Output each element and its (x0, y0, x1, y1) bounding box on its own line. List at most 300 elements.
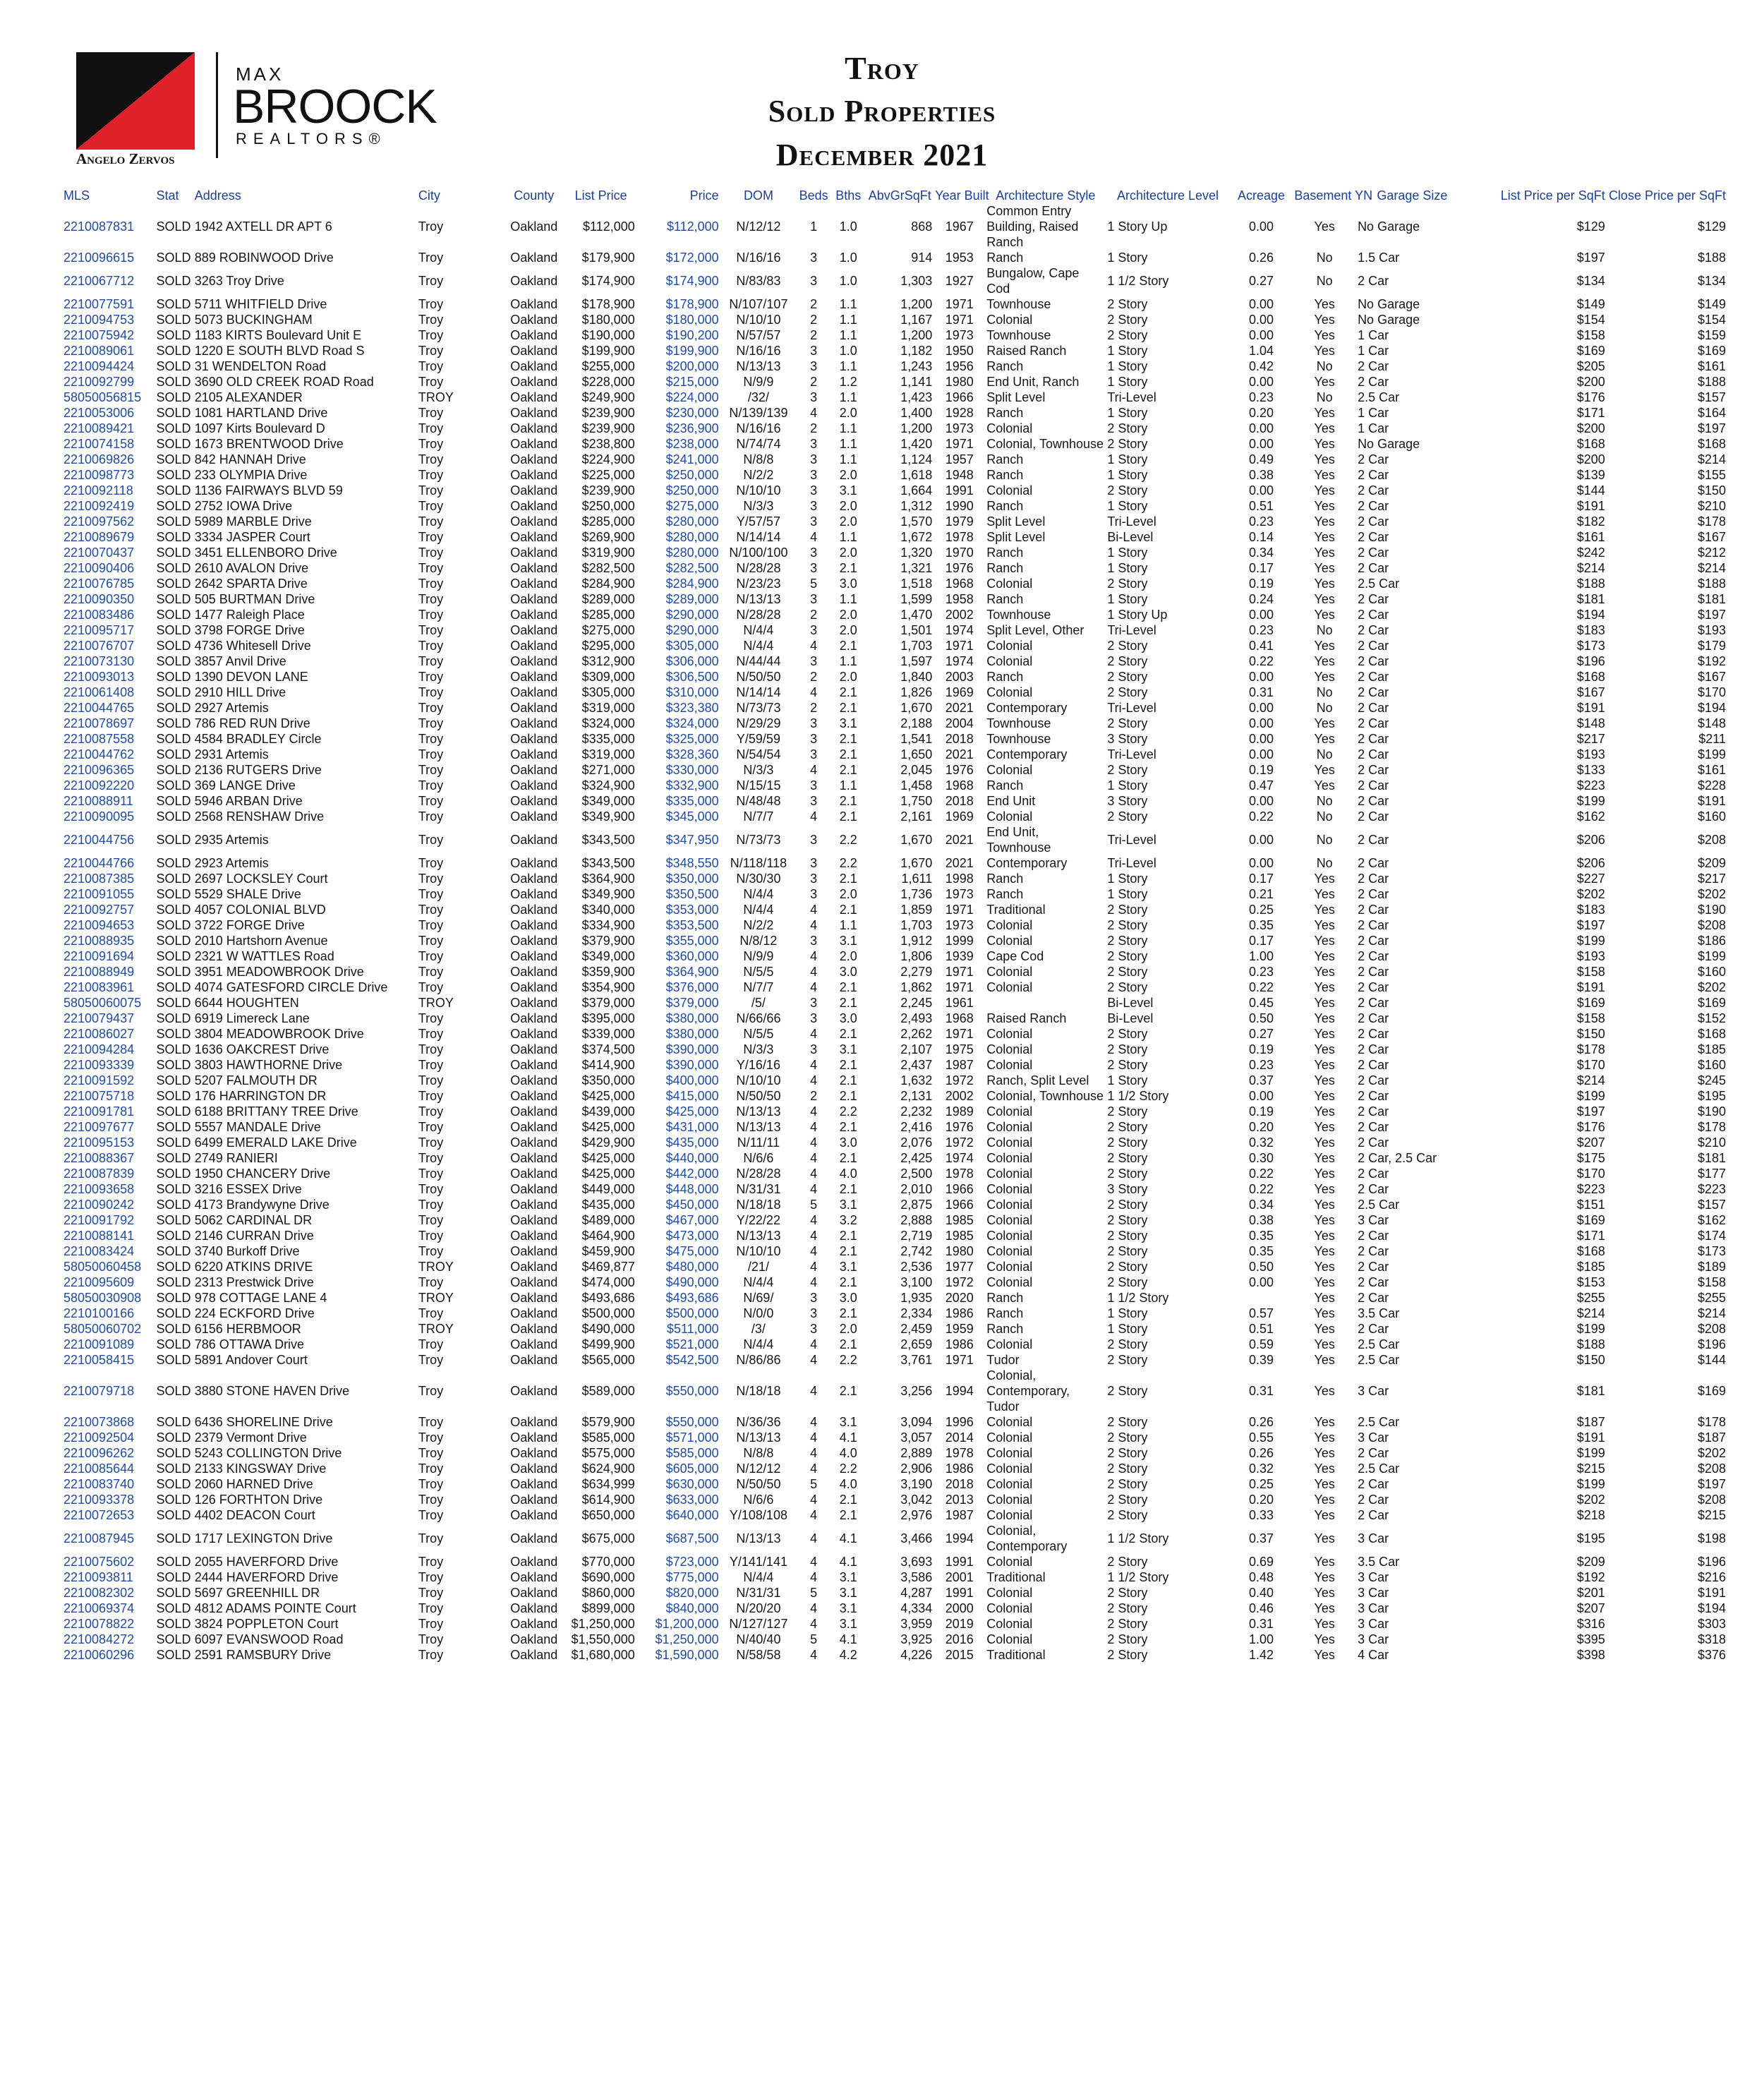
cell-architecture-level: 1 Story (1107, 499, 1148, 513)
cell-close-price-per-sqft: $169 (1697, 996, 1726, 1010)
cell-county: Oakland (510, 1337, 558, 1351)
cell-stat: SOLD (156, 965, 191, 979)
cell-close-price-per-sqft: $188 (1697, 577, 1726, 591)
cell-close-price-per-sqft: $197 (1697, 1477, 1726, 1491)
cell-city: Troy (418, 872, 444, 886)
cell-garage-size: 2 Car (1358, 1322, 1389, 1336)
cell-acreage: 0.35 (1248, 918, 1274, 932)
cell-sqft: 1,806 (900, 949, 933, 963)
cell-close-price-per-sqft: $202 (1697, 1446, 1726, 1460)
cell-year-built: 1973 (945, 328, 974, 342)
cell-baths: 1.1 (839, 918, 857, 932)
cell-mls: 2210044756 (64, 833, 135, 847)
cell-baths: 2.1 (839, 1508, 857, 1522)
cell-stat: SOLD (156, 1306, 191, 1320)
cell-sqft: 1,670 (900, 833, 933, 847)
cell-year-built: 1972 (945, 1275, 974, 1289)
cell-list-price-per-sqft: $144 (1576, 483, 1605, 498)
table-row (62, 1585, 1727, 1601)
cell-address: 2910 HILL Drive (194, 685, 286, 699)
cell-list-price: $271,000 (581, 763, 635, 777)
cell-architecture-level: 2 Story (1107, 809, 1148, 824)
cell-basement: Yes (1314, 1446, 1335, 1460)
cell-acreage: 0.34 (1248, 546, 1274, 560)
table-row (62, 995, 1727, 1011)
cell-architecture-style: End Unit (986, 794, 1036, 808)
cell-basement: Yes (1314, 375, 1335, 389)
cell-architecture-style: Colonial (986, 685, 1033, 699)
cell-year-built: 1957 (945, 452, 974, 466)
cell-acreage: 0.23 (1248, 514, 1274, 529)
cell-beds: 3 (810, 778, 818, 793)
cell-acreage: 0.22 (1248, 654, 1274, 668)
cell-garage-size: 2 Car (1358, 1104, 1389, 1119)
cell-acreage: 0.00 (1248, 219, 1274, 234)
cell-dom: N/4/4 (743, 623, 774, 637)
cell-city: Troy (418, 1167, 444, 1181)
cell-architecture-level: 2 Story (1107, 437, 1148, 451)
cell-baths: 2.1 (839, 1151, 857, 1165)
cell-year-built: 1991 (945, 483, 974, 498)
table-row (62, 1181, 1727, 1197)
table-row (62, 871, 1727, 886)
cell-city: Troy (418, 934, 444, 948)
cell-stat: SOLD (156, 468, 191, 482)
cell-architecture-style: Ranch (986, 778, 1024, 793)
cell-city: Troy (418, 1275, 444, 1289)
cell-architecture-level: 1 Story (1107, 468, 1148, 482)
cell-list-price-per-sqft: $191 (1576, 980, 1605, 994)
table-row (62, 638, 1727, 653)
cell-list-price-per-sqft: $182 (1576, 514, 1605, 529)
cell-garage-size: 2 Car (1358, 483, 1389, 498)
cell-basement: Yes (1314, 421, 1335, 435)
cell-address: 2752 IOWA Drive (194, 499, 293, 513)
cell-county: Oakland (510, 918, 558, 932)
cell-baths: 1.1 (839, 452, 857, 466)
cell-garage-size: 2.5 Car (1358, 1353, 1400, 1367)
cell-list-price: $309,000 (581, 670, 635, 684)
cell-mls: 2210091781 (64, 1104, 135, 1119)
cell-basement: No (1316, 390, 1333, 404)
cell-sqft: 2,416 (900, 1120, 933, 1134)
cell-architecture-style: Colonial (986, 1135, 1033, 1150)
cell-sqft: 1,570 (900, 514, 933, 529)
cell-beds: 3 (810, 546, 818, 560)
cell-basement: Yes (1314, 1104, 1335, 1119)
cell-architecture-style: Colonial (986, 577, 1033, 591)
cell-list-price: $690,000 (581, 1570, 635, 1584)
cell-architecture-style: Colonial (986, 1027, 1033, 1041)
cell-price: $348,550 (665, 856, 719, 870)
cell-list-price-per-sqft: $158 (1576, 1011, 1605, 1025)
cell-city: Troy (418, 903, 444, 917)
table-row (62, 1601, 1727, 1616)
cell-price: $840,000 (665, 1601, 719, 1615)
table-row (62, 1445, 1727, 1461)
cell-basement: Yes (1314, 1291, 1335, 1305)
cell-architecture-style: Colonial (986, 1275, 1033, 1289)
cell-city: Troy (418, 1415, 444, 1429)
cell-acreage: 0.31 (1248, 1384, 1274, 1398)
cell-address: 2697 LOCKSLEY Court (194, 872, 328, 886)
cell-list-price: $1,550,000 (571, 1632, 635, 1646)
cell-architecture-style: Colonial (986, 1260, 1033, 1274)
cell-mls: 2210092757 (64, 903, 135, 917)
cell-acreage: 0.19 (1248, 1042, 1274, 1056)
cell-garage-size: 2 Car (1358, 468, 1389, 482)
table-row (62, 685, 1727, 700)
cell-garage-size: 2 Car (1358, 1229, 1389, 1243)
cell-architecture-level: 1 Story (1107, 1322, 1148, 1336)
cell-county: Oakland (510, 1073, 558, 1087)
cell-dom: N/28/28 (736, 561, 781, 575)
cell-mls: 2210100166 (64, 1306, 135, 1320)
cell-dom: N/118/118 (730, 856, 787, 870)
cell-list-price: $449,000 (581, 1182, 635, 1196)
cell-baths: 2.2 (839, 1104, 857, 1119)
cell-price: $475,000 (665, 1244, 719, 1258)
cell-beds: 4 (810, 1244, 818, 1258)
cell-garage-size: 2 Car (1358, 1275, 1389, 1289)
column-header-county: County (514, 188, 555, 203)
cell-county: Oakland (510, 1058, 558, 1072)
column-header-basement: Basement YN (1294, 188, 1373, 203)
cell-basement: Yes (1314, 1493, 1335, 1507)
cell-mls: 2210088367 (64, 1151, 135, 1165)
cell-list-price: $675,000 (581, 1531, 635, 1545)
cell-close-price-per-sqft: $228 (1697, 778, 1726, 793)
cell-mls: 2210083424 (64, 1244, 135, 1258)
cell-close-price-per-sqft: $144 (1697, 1353, 1726, 1367)
cell-list-price: $324,900 (581, 778, 635, 793)
cell-acreage: 0.45 (1248, 996, 1274, 1010)
cell-list-price-per-sqft: $197 (1576, 1104, 1605, 1119)
cell-acreage: 0.40 (1248, 1586, 1274, 1600)
cell-close-price-per-sqft: $178 (1697, 514, 1726, 529)
cell-mls: 2210073868 (64, 1415, 135, 1429)
cell-basement: Yes (1314, 1073, 1335, 1087)
cell-garage-size: 2 Car (1358, 794, 1389, 808)
cell-close-price-per-sqft: $209 (1697, 856, 1726, 870)
cell-stat: SOLD (156, 1104, 191, 1119)
cell-sqft: 2,188 (900, 716, 933, 730)
cell-sqft: 2,500 (900, 1167, 933, 1181)
cell-architecture-level: 2 Story (1107, 1027, 1148, 1041)
cell-list-price-per-sqft: $214 (1576, 1306, 1605, 1320)
cell-mls: 2210082302 (64, 1586, 135, 1600)
cell-beds: 3 (810, 592, 818, 606)
cell-list-price: $282,500 (581, 561, 635, 575)
cell-list-price-per-sqft: $199 (1576, 794, 1605, 808)
cell-close-price-per-sqft: $161 (1697, 763, 1726, 777)
cell-baths: 2.1 (839, 1058, 857, 1072)
cell-price: $355,000 (665, 934, 719, 948)
cell-architecture-level: 2 Story (1107, 654, 1148, 668)
cell-beds: 3 (810, 344, 818, 358)
cell-architecture-style: Traditional (986, 903, 1046, 917)
cell-county: Oakland (510, 1477, 558, 1491)
cell-close-price-per-sqft: $197 (1697, 421, 1726, 435)
cell-list-price-per-sqft: $133 (1576, 763, 1605, 777)
cell-architecture-style: Contemporary (986, 701, 1068, 715)
cell-city: Troy (418, 313, 444, 327)
cell-year-built: 2021 (945, 833, 974, 847)
cell-price: $335,000 (665, 794, 719, 808)
cell-architecture-style: Colonial (986, 1213, 1033, 1227)
cell-price: $230,000 (665, 406, 719, 420)
cell-close-price-per-sqft: $157 (1697, 1198, 1726, 1212)
cell-close-price-per-sqft: $167 (1697, 530, 1726, 544)
cell-baths: 4.2 (839, 1648, 857, 1662)
cell-baths: 2.1 (839, 1229, 857, 1243)
cell-close-price-per-sqft: $157 (1697, 390, 1726, 404)
cell-beds: 3 (810, 359, 818, 373)
cell-basement: No (1316, 623, 1333, 637)
cell-architecture-style: Colonial (986, 1415, 1033, 1429)
cell-architecture-style: Colonial (986, 1462, 1033, 1476)
cell-acreage: 0.35 (1248, 1229, 1274, 1243)
table-row (62, 1647, 1727, 1663)
cell-basement: Yes (1314, 1151, 1335, 1165)
table-row (62, 421, 1727, 436)
cell-price: $493,686 (665, 1291, 719, 1305)
cell-year-built: 1994 (945, 1384, 974, 1398)
cell-basement: No (1316, 251, 1333, 265)
column-header-stat: Stat (156, 188, 179, 203)
cell-beds: 4 (810, 1058, 818, 1072)
cell-basement: Yes (1314, 1198, 1335, 1212)
cell-list-price-per-sqft: $395 (1576, 1632, 1605, 1646)
cell-architecture-level: 2 Story (1107, 949, 1148, 963)
cell-list-price: $374,500 (581, 1042, 635, 1056)
cell-city: Troy (418, 1508, 444, 1522)
cell-architecture-level: 1 Story (1107, 561, 1148, 575)
cell-price: $178,900 (665, 297, 719, 311)
cell-county: Oakland (510, 833, 558, 847)
cell-architecture-style: Colonial (986, 1337, 1033, 1351)
cell-list-price-per-sqft: $398 (1576, 1648, 1605, 1662)
cell-city: Troy (418, 949, 444, 963)
cell-beds: 4 (810, 1601, 818, 1615)
cell-list-price-per-sqft: $161 (1576, 530, 1605, 544)
cell-city: Troy (418, 965, 444, 979)
cell-price: $289,000 (665, 592, 719, 606)
cell-city: Troy (418, 623, 444, 637)
cell-beds: 3 (810, 1011, 818, 1025)
cell-garage-size: 2 Car (1358, 1493, 1389, 1507)
cell-county: Oakland (510, 747, 558, 761)
cell-address: 31 WENDELTON Road (194, 359, 327, 373)
cell-list-price-per-sqft: $205 (1576, 359, 1605, 373)
cell-architecture-style: Ranch (986, 359, 1024, 373)
cell-garage-size: 2 Car (1358, 763, 1389, 777)
cell-basement: Yes (1314, 1648, 1335, 1662)
cell-basement: Yes (1314, 716, 1335, 730)
cell-sqft: 3,586 (900, 1570, 933, 1584)
cell-address: 3690 OLD CREEK ROAD Road (194, 375, 374, 389)
cell-garage-size: 2 Car (1358, 872, 1389, 886)
cell-list-price-per-sqft: $154 (1576, 313, 1605, 327)
cell-mls: 2210078822 (64, 1617, 135, 1631)
cell-list-price-per-sqft: $200 (1576, 452, 1605, 466)
cell-mls: 2210088141 (64, 1229, 135, 1243)
cell-dom: N/11/11 (737, 1135, 780, 1150)
cell-stat: SOLD (156, 406, 191, 420)
cell-price: $480,000 (665, 1260, 719, 1274)
cell-basement: No (1316, 794, 1333, 808)
cell-architecture-style: Raised Ranch (986, 344, 1067, 358)
cell-baths: 2.2 (839, 833, 857, 847)
cell-baths: 2.0 (839, 514, 857, 529)
cell-acreage: 0.25 (1248, 903, 1274, 917)
cell-stat: SOLD (156, 1531, 191, 1545)
cell-list-price: $275,000 (581, 623, 635, 637)
cell-baths: 2.1 (839, 1384, 857, 1398)
cell-baths: 2.1 (839, 1306, 857, 1320)
cell-price: $450,000 (665, 1198, 719, 1212)
cell-sqft: 2,888 (900, 1213, 933, 1227)
cell-list-price: $464,900 (581, 1229, 635, 1243)
cell-basement: Yes (1314, 297, 1335, 311)
cell-price: $280,000 (665, 546, 719, 560)
cell-city: Troy (418, 1182, 444, 1196)
cell-dom: N/20/20 (736, 1601, 781, 1615)
cell-dom: N/13/13 (736, 592, 781, 606)
cell-price: $332,900 (665, 778, 719, 793)
cell-dom: N/9/9 (743, 375, 774, 389)
cell-mls: 2210083486 (64, 608, 135, 622)
cell-mls: 2210089679 (64, 530, 135, 544)
cell-year-built: 2002 (945, 1089, 974, 1103)
cell-list-price: $469,877 (581, 1260, 635, 1274)
cell-stat: SOLD (156, 313, 191, 327)
cell-list-price-per-sqft: $148 (1576, 716, 1605, 730)
cell-basement: Yes (1314, 1430, 1335, 1445)
cell-address: 6220 ATKINS DRIVE (194, 1260, 313, 1274)
cell-price: $236,900 (665, 421, 719, 435)
cell-acreage: 0.23 (1248, 623, 1274, 637)
cell-basement: Yes (1314, 980, 1335, 994)
cell-dom: N/31/31 (736, 1182, 781, 1196)
cell-basement: Yes (1314, 406, 1335, 420)
cell-county: Oakland (510, 1089, 558, 1103)
cell-basement: Yes (1314, 1182, 1335, 1196)
cell-architecture-style: Cape Cod (986, 949, 1044, 963)
cell-baths: 2.0 (839, 546, 857, 560)
cell-garage-size: 2.5 Car (1358, 1462, 1400, 1476)
cell-dom: N/58/58 (736, 1648, 781, 1662)
cell-close-price-per-sqft: $208 (1697, 1462, 1726, 1476)
cell-mls: 2210093658 (64, 1182, 135, 1196)
cell-year-built: 1971 (945, 1027, 974, 1041)
cell-mls: 58050060458 (64, 1260, 142, 1274)
cell-beds: 2 (810, 1089, 818, 1103)
cell-close-price-per-sqft: $208 (1697, 1322, 1726, 1336)
cell-year-built: 2013 (945, 1493, 974, 1507)
cell-city: Troy (418, 732, 444, 746)
cell-year-built: 1928 (945, 406, 974, 420)
cell-baths: 4.0 (839, 1167, 857, 1181)
cell-dom: /21/ (747, 1260, 769, 1274)
cell-list-price: $284,900 (581, 577, 635, 591)
cell-basement: Yes (1314, 499, 1335, 513)
cell-basement: Yes (1314, 328, 1335, 342)
cell-mls: 2210093339 (64, 1058, 135, 1072)
cell-year-built: 1966 (945, 1198, 974, 1212)
cell-acreage: 0.27 (1248, 1027, 1274, 1041)
cell-city: Troy (418, 344, 444, 358)
cell-architecture-level: 2 Story (1107, 1617, 1148, 1631)
cell-dom: N/29/29 (736, 716, 781, 730)
cell-city: Troy (418, 1353, 444, 1367)
table-row (62, 1321, 1727, 1337)
cell-close-price-per-sqft: $181 (1697, 592, 1726, 606)
cell-dom: N/7/7 (743, 809, 774, 824)
table-row (62, 1011, 1727, 1026)
cell-architecture-level: 2 Story (1107, 1337, 1148, 1351)
cell-city: Troy (418, 685, 444, 699)
cell-acreage: 0.35 (1248, 1244, 1274, 1258)
cell-garage-size: 2 Car (1358, 546, 1389, 560)
cell-close-price-per-sqft: $196 (1697, 1555, 1726, 1569)
table-row (62, 1243, 1727, 1259)
cell-acreage: 0.26 (1248, 1415, 1274, 1429)
cell-city: Troy (418, 763, 444, 777)
cell-beds: 4 (810, 1617, 818, 1631)
cell-basement: Yes (1314, 903, 1335, 917)
cell-beds: 3 (810, 833, 818, 847)
cell-mls: 2210091792 (64, 1213, 135, 1227)
cell-architecture-level: 2 Story (1107, 1586, 1148, 1600)
cell-dom: N/3/3 (743, 1042, 774, 1056)
table-row (62, 607, 1727, 622)
cell-city: Troy (418, 1648, 444, 1662)
cell-dom: N/12/12 (736, 1462, 781, 1476)
cell-mls: 2210069826 (64, 452, 135, 466)
cell-county: Oakland (510, 514, 558, 529)
cell-architecture-style: Ranch (986, 406, 1024, 420)
cell-architecture-level: 1 Story (1107, 452, 1148, 466)
table-row (62, 1088, 1727, 1104)
cell-city: Troy (418, 716, 444, 730)
cell-architecture-level: 1 Story (1107, 872, 1148, 886)
cell-stat: SOLD (156, 1337, 191, 1351)
cell-beds: 5 (810, 1632, 818, 1646)
cell-address: 5207 FALMOUTH DR (194, 1073, 318, 1087)
cell-architecture-level: 2 Story (1107, 1229, 1148, 1243)
cell-list-price-per-sqft: $202 (1576, 887, 1605, 901)
cell-beds: 2 (810, 701, 818, 715)
cell-acreage: 0.47 (1248, 778, 1274, 793)
cell-city: Troy (418, 530, 444, 544)
cell-beds: 3 (810, 934, 818, 948)
cell-acreage: 0.20 (1248, 1120, 1274, 1134)
cell-mls: 2210093013 (64, 670, 135, 684)
cell-beds: 3 (810, 872, 818, 886)
cell-acreage: 0.38 (1248, 468, 1274, 482)
cell-basement: Yes (1314, 530, 1335, 544)
cell-architecture-style: Colonial (986, 1229, 1033, 1243)
cell-acreage: 0.00 (1248, 437, 1274, 451)
cell-list-price: $770,000 (581, 1555, 635, 1569)
cell-mls: 2210083961 (64, 980, 135, 994)
cell-list-price-per-sqft: $191 (1576, 701, 1605, 715)
cell-garage-size: 2 Car (1358, 670, 1389, 684)
cell-price: $199,900 (665, 344, 719, 358)
cell-address: 2010 Hartshorn Avenue (194, 934, 328, 948)
cell-year-built: 2021 (945, 747, 974, 761)
